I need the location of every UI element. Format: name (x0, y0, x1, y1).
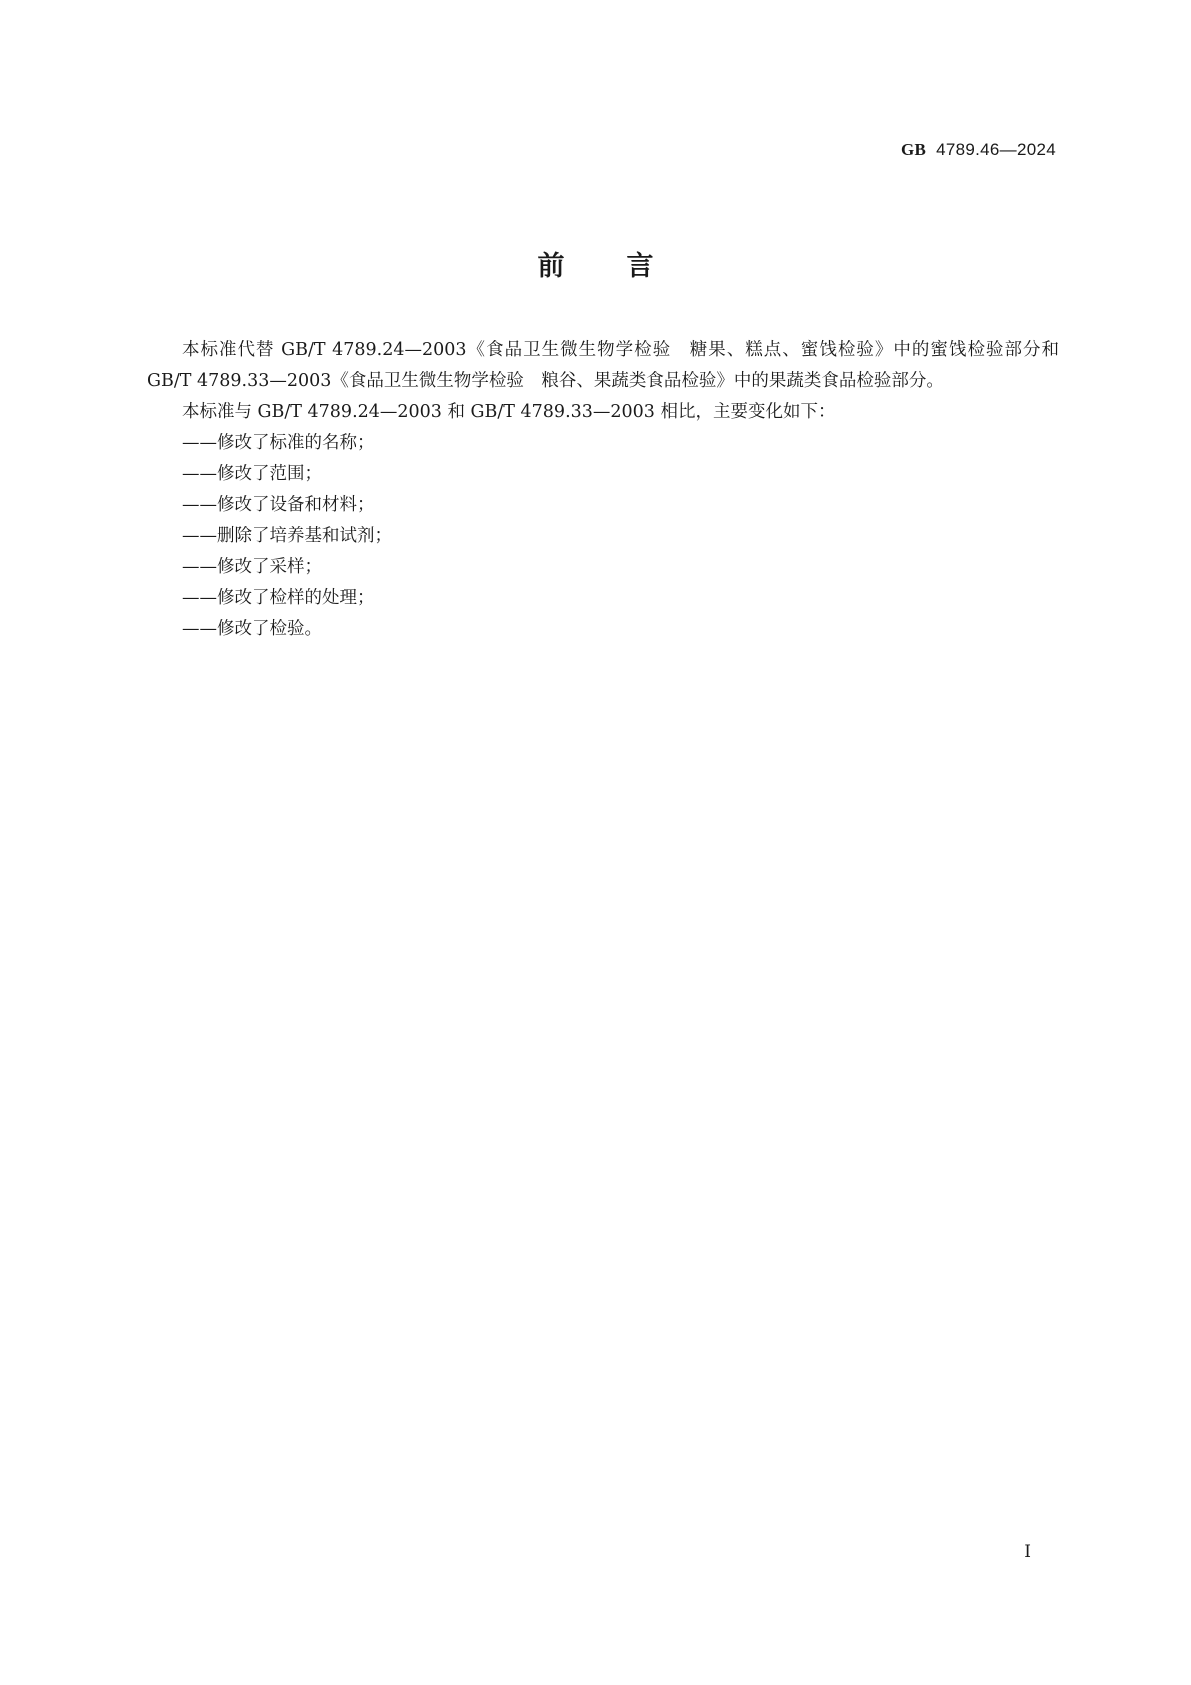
change-item: ——修改了采样； (182, 557, 322, 577)
replacement-paragraph: 本标准代替 GB/T 4789.24—2003《食品卫生微生物学检验 糖果、糕点、蜜饯检验》中的蜜饯检验部分和 GB/T 4789.33—2003《食品卫生微生物学检验 粮谷、果蔬类食品检验》中的果蔬类食品检验部分。 (147, 340, 1059, 391)
change-item: ——修改了标准的名称； (182, 433, 375, 453)
change-item: ——修改了检验。 (182, 619, 322, 639)
page-number: I (1024, 1542, 1031, 1562)
change-item: ——修改了范围； (182, 464, 322, 484)
section-title: 前言 (537, 251, 716, 282)
foreword-body (147, 335, 1059, 645)
change-item: ——删除了培养基和试剂； (182, 526, 392, 546)
standard-code: 4789.46—2024 (936, 140, 1056, 159)
change-item: ——修改了设备和材料； (182, 495, 375, 515)
standard-number (901, 140, 1056, 160)
change-item: ——修改了检样的处理； (182, 588, 375, 608)
changes-intro-paragraph: 本标准与 GB/T 4789.24—2003 和 GB/T 4789.33—2003 相比，主要变化如下： (182, 402, 836, 422)
standard-prefix: GB (900, 140, 927, 159)
